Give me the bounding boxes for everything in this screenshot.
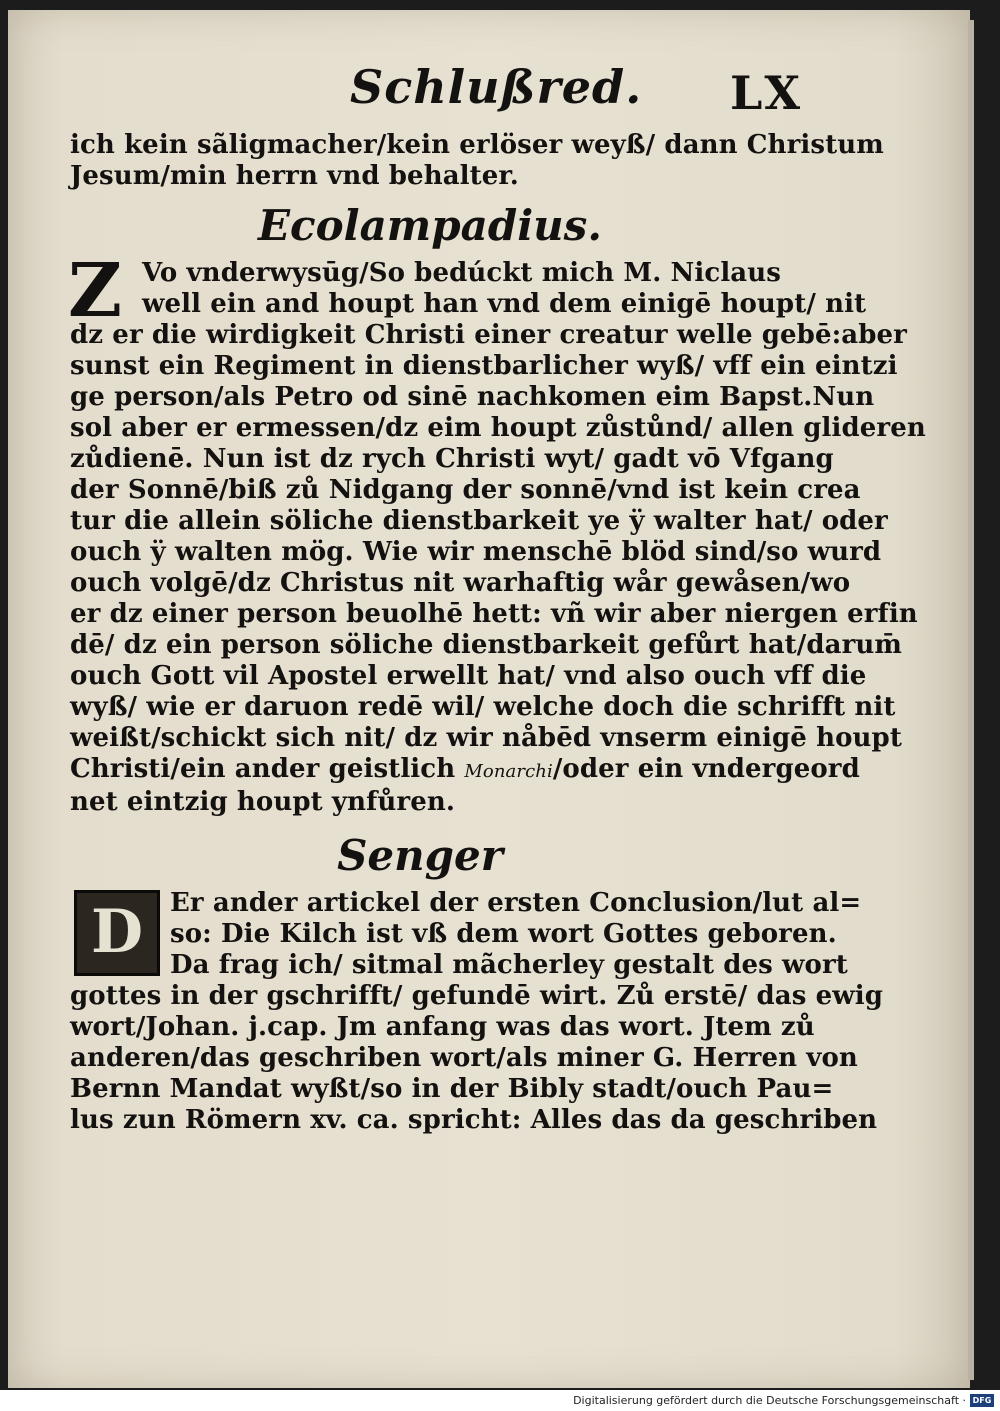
text-line: ge person/als Petro od sinē nachkomen eim Bapst.Nun xyxy=(70,382,875,412)
text-line: dē/ dz ein person söliche dienstbarkeit gefůrt hat/darum̄ xyxy=(70,630,902,660)
paragraph-senger xyxy=(70,888,883,1136)
text-line: zůdienē. Nun ist dz rych Christi wyt/ gadt vō Vfgang xyxy=(70,444,834,474)
text-line: gottes in der gschrifft/ gefundē wirt. Zů erstē/ das ewig xyxy=(70,981,883,1011)
text-line: ich kein sãligmacher/kein erlöser weyß/ dann Christum xyxy=(70,130,884,160)
text-line: sol aber er ermessen/dz eim houpt zůstůnd/ allen glideren xyxy=(70,413,926,443)
text-line: so: Die Kilch ist vß dem wort Gottes geboren. xyxy=(170,919,837,949)
running-head: Schlußred. xyxy=(350,60,643,114)
text-line: ouch Gott vil Apostel erwellt hat/ vnd also ouch vff die xyxy=(70,661,867,691)
continuation-block xyxy=(70,130,884,192)
drop-capital: Z xyxy=(68,248,123,334)
folio-number: LX xyxy=(730,66,803,120)
text-line: wort/Johan. j.cap. Jm anfang was das wort. Jtem zů xyxy=(70,1012,815,1042)
text-line: weißt/schickt sich nit/ dz wir nåbēd vnserm einigē houpt xyxy=(70,723,902,753)
text-line: der Sonnē/biß zů Nidgang der sonnē/vnd ist kein crea xyxy=(70,475,861,505)
page-header xyxy=(70,60,830,130)
page-text xyxy=(68,60,926,1136)
text-line: ouch ÿ walten mög. Wie wir menschē blöd sind/so wurd xyxy=(70,537,882,567)
text-segment: /oder ein vndergeord xyxy=(552,754,860,784)
text-line: anderen/das geschriben wort/als miner G. Herren von xyxy=(70,1043,858,1073)
text-line: Vo vnderwysūg/So bedúckt mich M. Niclaus xyxy=(142,258,781,288)
page-edge xyxy=(968,20,974,1380)
paragraph-ecolampadius xyxy=(68,248,926,818)
dfg-logo-icon: DFG xyxy=(970,1394,994,1407)
text-line: wyß/ wie er daruon redē wil/ welche doch die schrifft nit xyxy=(70,692,896,722)
text-line: dz er die wirdigkeit Christi einer creatur welle gebē:aber xyxy=(70,320,907,350)
text-line: tur die allein söliche dienstbarkeit ye ÿ walter hat/ oder xyxy=(70,506,888,536)
text-line: ouch volgē/dz Christus nit warhaftig wår gewåsen/wo xyxy=(70,568,851,598)
text-line: Bernn Mandat wyßt/so in der Bibly stadt/ouch Pau= xyxy=(70,1074,834,1104)
digitization-footer xyxy=(0,1390,1000,1411)
text-line: Da frag ich/ sitmal mãcherley gestalt des wort xyxy=(170,950,848,980)
speaker-heading-senger: Senger xyxy=(337,831,503,880)
text-line: Jesum/min herrn vnd behalter. xyxy=(70,161,519,191)
text-line: sunst ein Regiment in dienstbarlicher wyß/ vff ein eintzi xyxy=(70,351,898,381)
speaker-heading-ecolampadius: Ecolampadius. xyxy=(258,201,602,250)
funding-credit: Digitalisierung gefördert durch die Deutsche Forschungsgemeinschaft · xyxy=(573,1394,966,1407)
text-line: er dz einer person beuolhē hett: vñ wir aber niergen erfin xyxy=(70,599,918,629)
text-line: lus zun Römern xv. ca. spricht: Alles das da geschriben xyxy=(70,1105,878,1135)
marginal-term: Monarchi xyxy=(464,761,553,782)
text-line: well ein and houpt han vnd dem einigē houpt/ nit xyxy=(142,289,867,319)
text-line: Er ander artickel der ersten Conclusion/lut al= xyxy=(170,888,862,918)
text-segment: Christi/ein ander geistlich xyxy=(70,754,456,784)
text-line xyxy=(70,754,860,787)
decorated-initial: D xyxy=(74,890,160,976)
text-line: net eintzig houpt ynfůren. xyxy=(70,787,455,817)
